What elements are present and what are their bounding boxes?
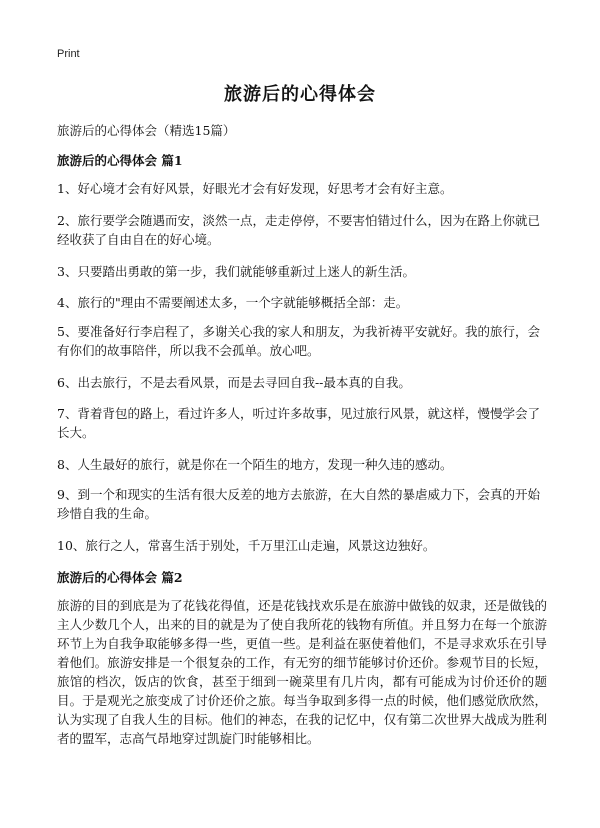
section-heading-2: 旅游后的心得体会 篇2 [57,570,183,585]
document-subtitle: 旅游后的心得体会（精选15篇） [57,123,236,138]
list-item: 1、好心境才会有好风景，好眼光才会有好发现，好思考才会有好主意。 [57,181,453,196]
list-item: 4、旅行的"理由不需要阐述太多，一个字就能够概括全部：走。 [57,295,409,310]
section-heading-1: 旅游后的心得体会 篇1 [57,153,183,168]
list-item: 10、旅行之人，常喜生活于别处，千万里江山走遍，风景这边独好。 [57,538,436,553]
list-item: 6、出去旅行，不是去看风景，而是去寻回自我--最本真的自我。 [57,375,411,390]
list-item: 2、旅行要学会随遇而安，淡然一点，走走停停，不要害怕错过什么，因为在路上你就已经收获了自由自在的好心境。 [57,213,540,247]
list-item: 5、要准备好行李启程了，多谢关心我的家人和朋友，为我祈祷平安就好。我的旅行，会有你们的故事陪伴，所以我不会孤单。放心吧。 [57,324,540,358]
list-item: 9、到一个和现实的生活有很大反差的地方去旅游，在大自然的暴虐威力下，会真的开始珍惜自我的生命。 [57,487,540,521]
list-item: 3、只要踏出勇敢的第一步，我们就能够重新过上迷人的新生活。 [57,264,415,279]
print-label[interactable]: Print [57,48,80,60]
list-item: 8、人生最好的旅行，就是你在一个陌生的地方，发现一种久违的感动。 [57,457,453,472]
list-item: 7、背着背包的路上，看过许多人，听过许多故事，见过旅行风景，就这样，慢慢学会了长大。 [57,406,540,440]
page-title: 旅游后的心得体会 [224,84,376,105]
section-paragraph: 旅游的目的到底是为了花钱花得值，还是花钱找欢乐是在旅游中做钱的奴隶，还是做钱的主人少数几个人，出来的目的就是为了使自我所花的钱物有所值。并且努力在每一个旅游环节上为自我争取能够多得一些，更值一些。是利益在驱使着他们，不是寻求欢乐在引导着他们。旅游安排是一个很复杂的工作，有无穷的细节能够讨价还价。参观节目的长短，旅馆的档次，饭店的饮食，甚至于细到一碗菜里有几片肉，都有可能成为讨价还价的题目。于是观光之旅变成了讨价还价之旅。每当争取到多得一点的时候，他们感觉欣欣然，认为实现了自我人生的目标。他们的神态，在我的记忆中，仅有第二次世界大战成为胜利者的盟军，志高气昂地穿过凯旋门时能够相比。 [57,598,547,746]
